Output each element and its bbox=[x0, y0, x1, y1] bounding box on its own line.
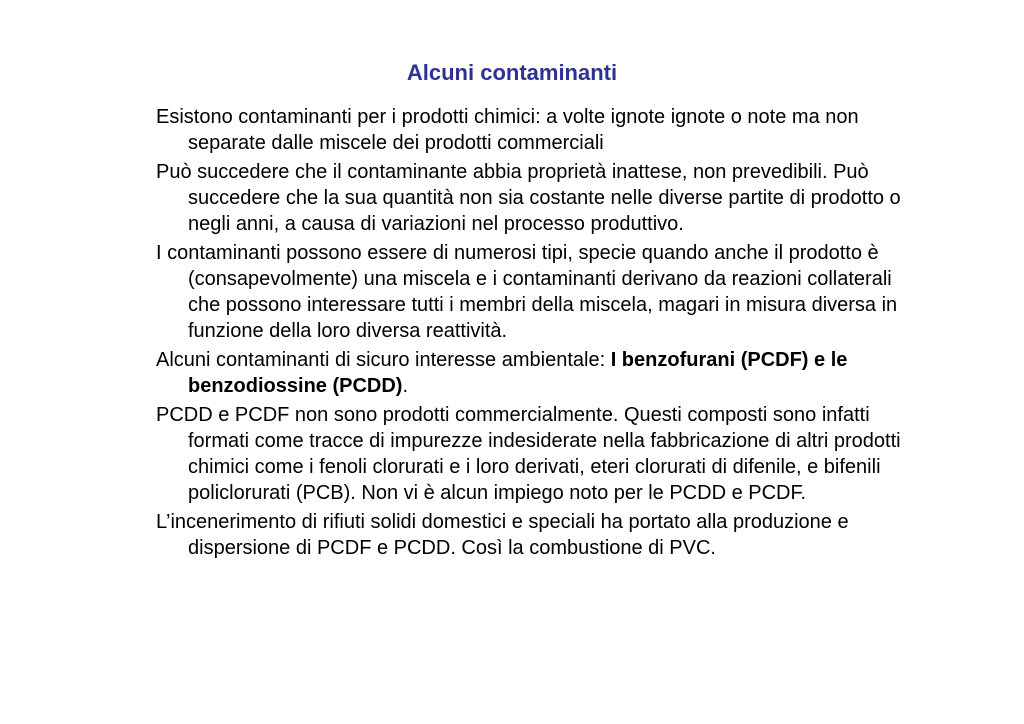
paragraph-1: Esistono contaminanti per i prodotti chimici: a volte ignote ignote o note ma non separate dalle miscele dei prodotti commerciali bbox=[156, 106, 859, 154]
paragraph-5: PCDD e PCDF non sono prodotti commercialmente. Questi composti sono infatti formati come tracce di impurezze indesiderate nella fabbricazione di altri prodotti chimici come i fenoli clorurati e i loro derivati, eteri clorurati di difenile, e bifenili policlorurati (PCB). Non vi è alcun impiego noto per le PCDD e PCDF. bbox=[156, 404, 901, 504]
paragraph-4-bold: I benzofurani (PCDF) e le benzodiossine (PCDD) bbox=[188, 349, 848, 397]
paragraph-6: L’incenerimento di rifiuti solidi domestici e speciali ha portato alla produzione e dispersione di PCDF e PCDD. Così la combustione di PVC. bbox=[156, 511, 849, 559]
paragraph-3: I contaminanti possono essere di numerosi tipi, specie quando anche il prodotto è (consapevolmente) una miscela e i contaminanti derivano da reazioni collaterali che possono interessare tutti i membri della miscela, magari in misura diversa in funzione della loro diversa reattività. bbox=[156, 242, 898, 342]
slide-body bbox=[156, 104, 926, 564]
slide-title: Alcuni contaminanti bbox=[406, 60, 618, 85]
paragraph-4-prefix: Alcuni contaminanti di sicuro interesse ambientale: bbox=[156, 349, 611, 371]
paragraph-4 bbox=[156, 347, 926, 399]
paragraph-2: Può succedere che il contaminante abbia proprietà inattese, non prevedibili. Può succedere che la sua quantità non sia costante nelle diverse partite di prodotto o negli anni, a causa di variazioni nel processo produttivo. bbox=[156, 161, 901, 235]
paragraph-4-suffix: . bbox=[402, 375, 409, 397]
